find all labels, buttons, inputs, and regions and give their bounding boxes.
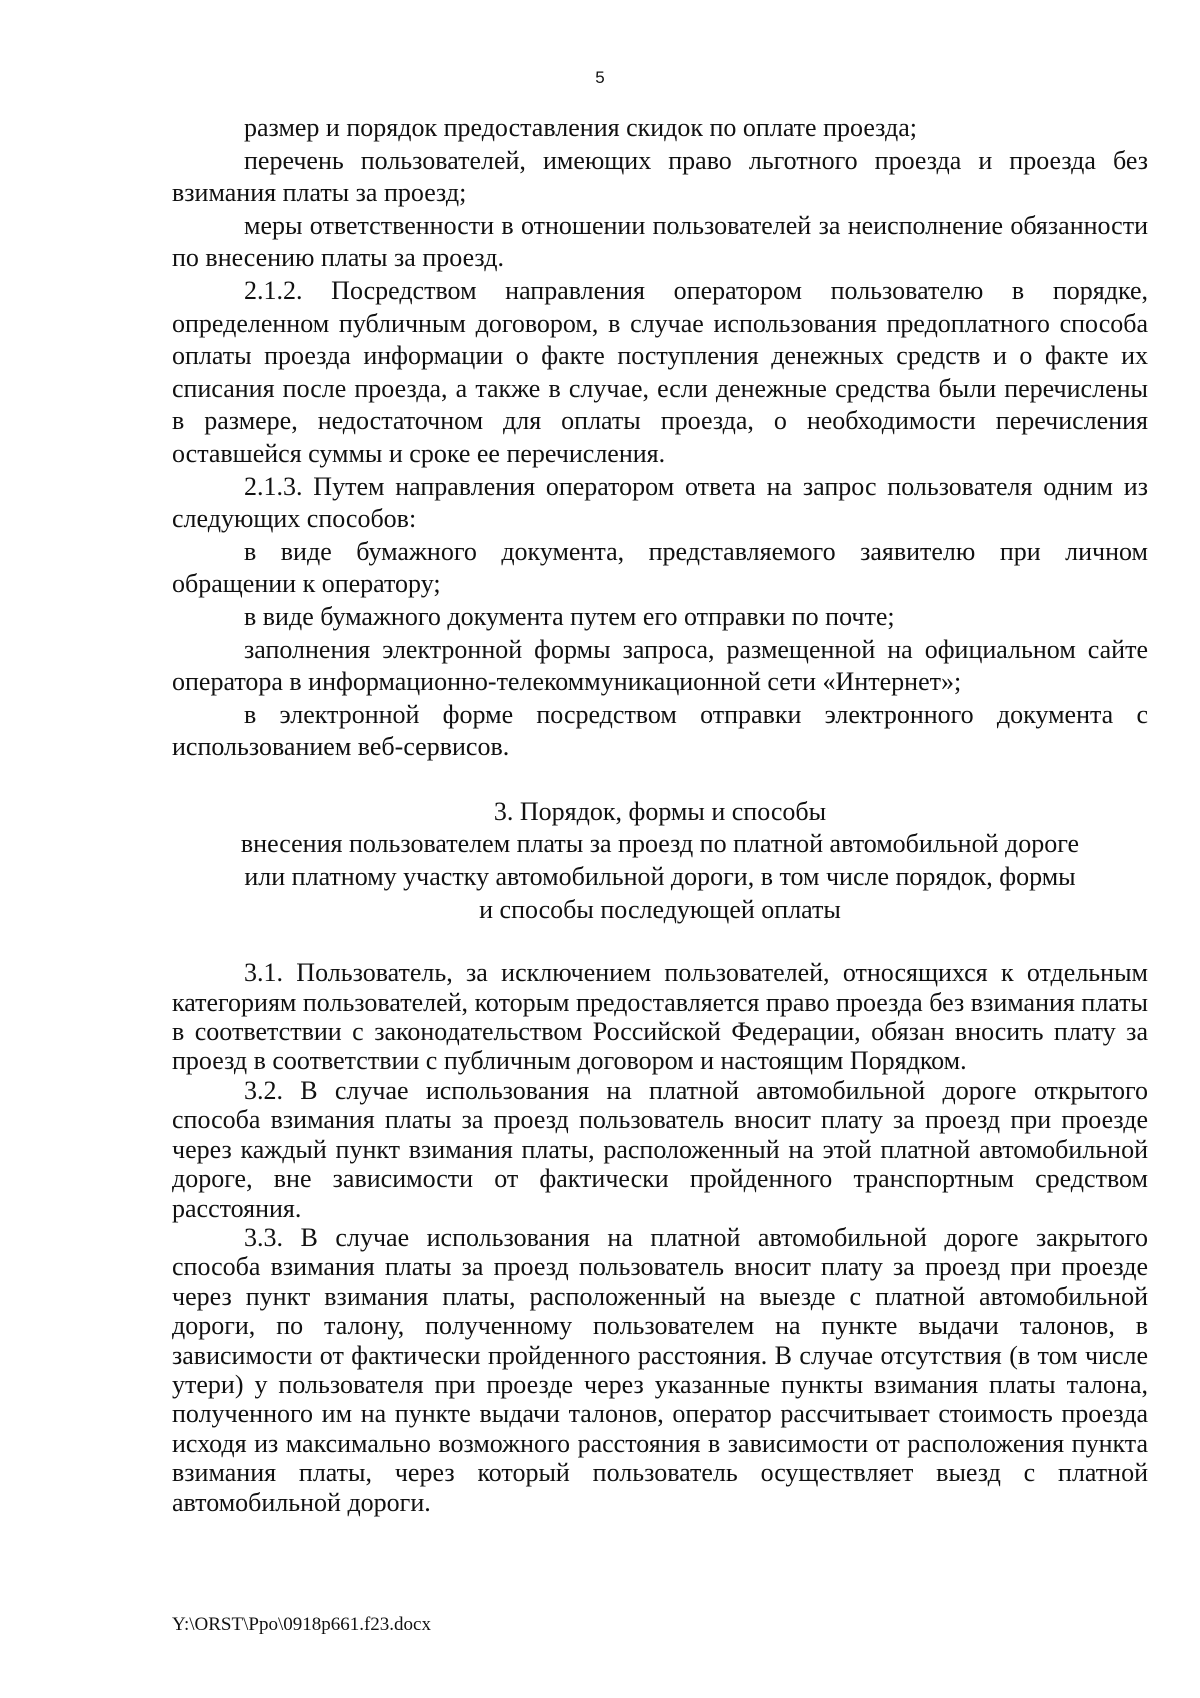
paragraph: перечень пользователей, имеющих право льготного проезда и проезда без взимания платы за проезд; [172,145,1148,208]
paragraph-3-2: 3.2. В случае использования на платной автомобильной дороге открытого способа взимания платы за проезд пользователь вносит плату за проезд при проезде через каждый пункт взимания платы, расположенный на этой платной автомобильной дороге, вне зависимости от фактически пройденного транспортным средством расстояния. [172,1075,1148,1223]
paragraph: в виде бумажного документа путем его отправки по почте; [244,601,895,631]
page-number: 5 [595,68,605,87]
paragraph: меры ответственности в отношении пользователей за неисполнение обязанности по внесению платы за проезд. [172,210,1148,273]
heading-line: и способы последующей оплаты [479,894,841,924]
paragraph-2-1-3: 2.1.3. Путем направления оператором ответа на запрос пользователя одним из следующих способов: [172,471,1148,534]
section-3-heading [172,796,1148,926]
paragraph-2-1-2: 2.1.2. Посредством направления оператором пользователю в порядке, определенном публичным договором, в случае использования предоплатного способа оплаты проезда информации о факте поступления денежных средств и о факте их списания после проезда, а также в случае, если денежные средства были перечислены в размере, недостаточном для оплаты проезда, о необходимости перечисления оставшейся суммы и сроке ее перечисления. [172,275,1148,468]
paragraph: в виде бумажного документа, представляемого заявителю при личном обращении к оператору; [172,536,1148,599]
paragraph-3-3: 3.3. В случае использования на платной автомобильной дороге закрытого способа взимания платы за проезд пользователь вносит плату за проезд при проезде через пункт взимания платы, расположенный на выезде с платной автомобильной дороги, по талону, полученному пользователем на пункте выдачи талонов, в зависимости от фактически пройденного расстояния. В случае отсутствия (в том числе утери) у пользователя при проезде через указанные пункты взимания платы талона, полученного им на пункте выдачи талонов, оператор рассчитывает стоимость проезда исходя из максимально возможного расстояния в зависимости от расположения пункта взимания платы, через который пользователь осуществляет выезд с платной автомобильной дороги. [172,1222,1148,1517]
heading-line: внесения пользователем платы за проезд по платной автомобильной дороге [240,829,1080,859]
heading-line: 3. Порядок, формы и способы [493,796,827,826]
section-3-body [172,958,1148,1517]
paragraph: в электронной форме посредством отправки электронного документа с использованием веб-сервисов. [172,699,1148,762]
file-path-footer: Y:\ORST\Ppo\0918p661.f23.docx [172,1614,431,1635]
heading-line: или платному участку автомобильной дороги, в том числе порядок, формы [244,862,1076,892]
paragraph-3-1: 3.1. Пользователь, за исключением пользователей, относящихся к отдельным категориям пользователей, которым предоставляется право проезда без взимания платы в соответствии с законодательством Российской Федерации, обязан вносить плату за проезд в соответствии с публичным договором и настоящим Порядком. [172,958,1148,1076]
document-body [172,112,1148,1517]
section-2-continuation [172,112,1148,764]
paragraph: заполнения электронной формы запроса, размещенной на официальном сайте оператора в информационно-телекоммуникационной сети «Интернет»; [172,634,1148,697]
paragraph: размер и порядок предоставления скидок по оплате проезда; [244,113,917,142]
